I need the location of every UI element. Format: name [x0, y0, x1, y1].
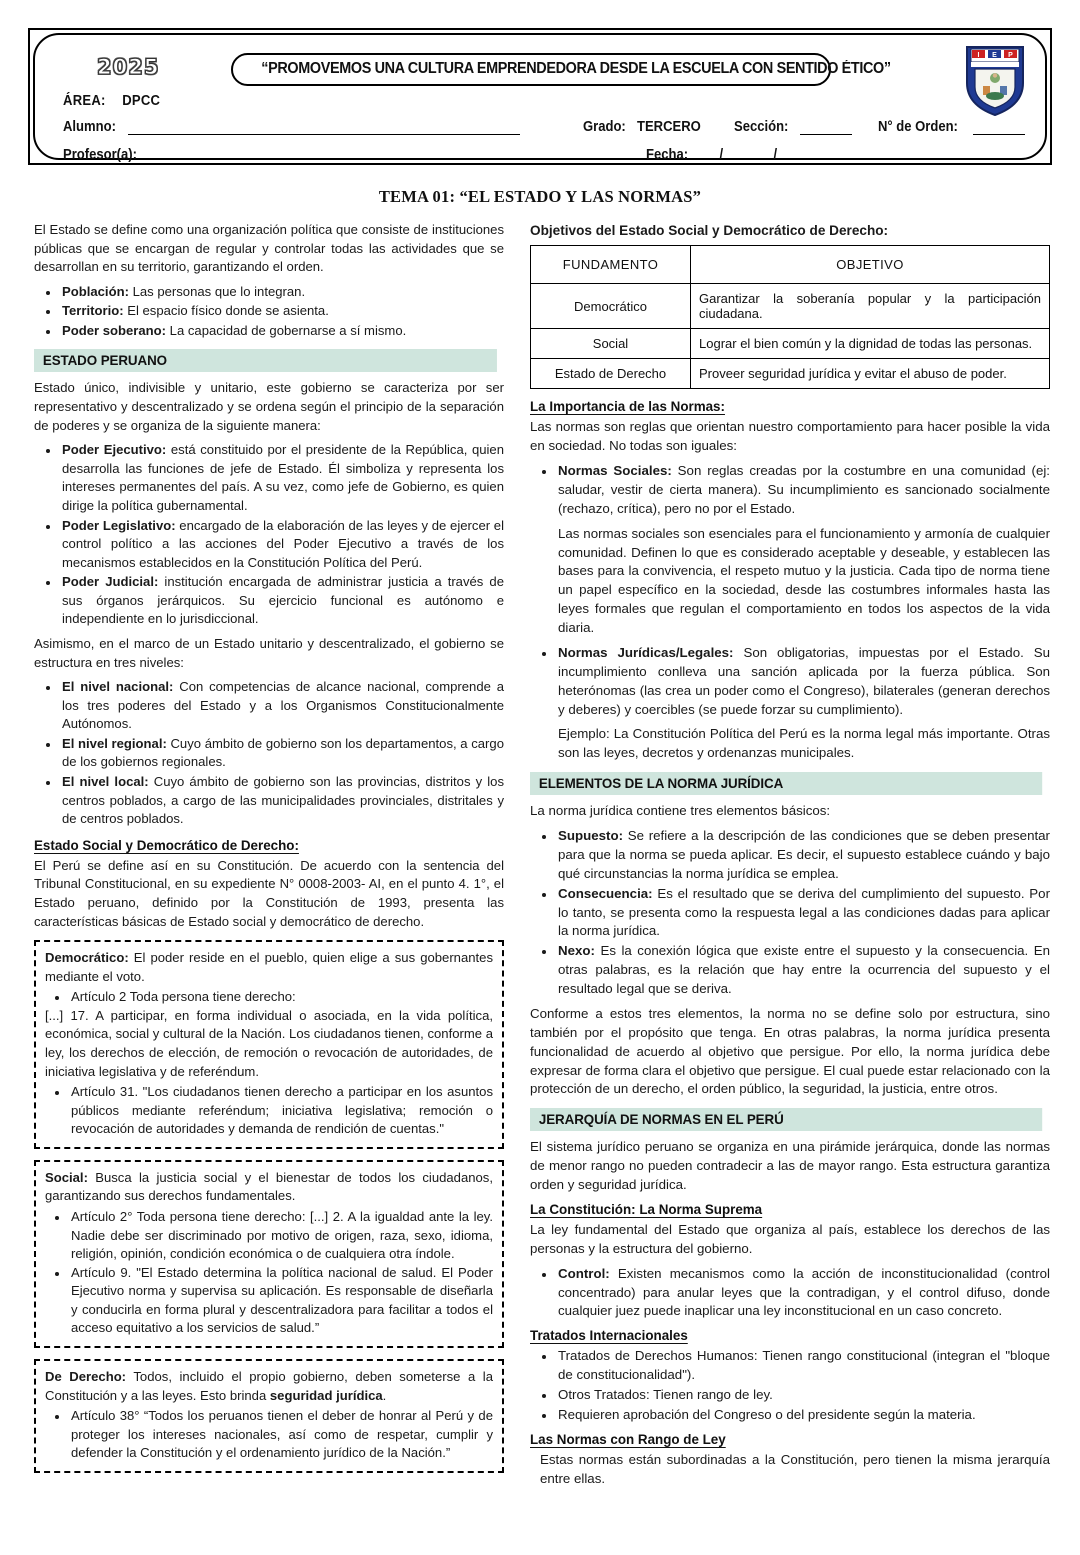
list-item: • Artículo 2° Toda persona tiene derecho: [...] 2. A la igualdad ante la ley. Nadie debe ser discriminado por motivo de origen, raza, sexo, idioma, religión, opinión, condición económica o de cualquiera otra índole. [69, 1208, 493, 1264]
table-row [531, 284, 1050, 329]
list-item: • Artículo 38° “Todos los peruanos tienen el deber de honrar al Perú y de proteger los intereses nacionales, así como de respetar, cumplir y defender la Constitución y el ordenamiento jurídico de la Nación.” [69, 1407, 493, 1463]
heading-tratados-internacionales: Tratados Internacionales [530, 1328, 688, 1344]
democratico-articles-2 [45, 1083, 493, 1139]
list-item [60, 302, 504, 321]
heading-importancia-normas: La Importancia de las Normas: [530, 399, 725, 415]
teacher-row [63, 147, 1025, 163]
area-field [63, 93, 160, 109]
column-header-objetivo: OBJETIVO [691, 246, 1050, 284]
democratico-articles [45, 988, 493, 1007]
term-text: Cuyo ámbito de gobierno son las provincias, distritos y los centros poblados, a cargo de las municipalidades provinciales, distritales y de centros poblados. [62, 774, 504, 827]
normas-list [530, 462, 1050, 763]
rango-ley-text: Estas normas están subordinadas a la Constitución, pero tienen la misma jerarquía entre ellas. [540, 1451, 1050, 1486]
tratados-list [530, 1347, 1050, 1425]
heading-estado-social-democratico: Estado Social y Democrático de Derecho: [34, 837, 299, 853]
list-item [60, 735, 504, 772]
term: Control: [558, 1265, 610, 1281]
term-text: Cuyo ámbito de gobierno son los departamentos, a cargo de los gobiernos regionales. [62, 735, 504, 770]
grado-label: Grado: [583, 119, 627, 135]
term: Consecuencia: [558, 885, 653, 901]
motto-box [231, 53, 891, 86]
term-text: Todos, incluido el propio gobierno, deben someterse a la Constitución y a las leyes. Esto brinda [45, 1369, 494, 1403]
term-tail: . [382, 1387, 387, 1403]
list-item: • Tratados de Derechos Humanos: Tienen rango constitucional (integran el "bloque de constitucionalidad"). [556, 1347, 1050, 1385]
term-text: Es la conexión lógica que existe entre el supuesto y la consecuencia. En otras palabras, es la relación que hay entre la ocurrencia del supuesto y el resultado legal que se deriva. [558, 943, 1050, 997]
list-item: • Artículo 9. "El Estado determina la política nacional de salud. El Poder Ejecutivo norma y supervisa su aplicación. Es responsable de diseñarla y conducirla en forma plural y descentralizadora para facilitar a todos el acceso equitativo a los servicios de salud.” [69, 1264, 493, 1338]
table-row [531, 329, 1050, 359]
term: Territorio: [62, 303, 124, 319]
term-text: está constituido por el presidente de la República, quien desarrolla las funciones de jefe de Estado. Él simboliza y representa los intereses permanentes del país. A su vez, como jefe de Gobierno, es quien dirige la política gubernamental. [62, 442, 504, 513]
fecha-value[interactable]: / / [719, 147, 801, 163]
list-item [60, 441, 504, 515]
term-text: Se refiere a la descripción de las condiciones que se deben presentar para que la norma se pueda aplicar. Es decir, el supuesto establece cuándo y bajo qué circunstancias la norma jurídica se emplea. [558, 828, 1050, 881]
heading-constitucion-suprema: La Constitución: La Norma Suprema [530, 1201, 763, 1217]
niveles-intro: Asimismo, en el marco de un Estado unitario y descentralizado, el gobierno se estructura en tres niveles: [34, 635, 504, 670]
seccion-label: Sección: [733, 119, 789, 135]
grado-value: TERCERO [636, 119, 701, 135]
term-text: institución encargada de administrar justicia a través de sus órganos jerárquicos. Su ejercicio funcional es autónomo e independiente en lo jurisdiccional. [62, 574, 504, 627]
student-row [63, 119, 1025, 135]
term: El nivel nacional: [62, 679, 174, 695]
school-year: 2025 [97, 55, 160, 79]
document-header [28, 28, 1052, 165]
svg-text:I: I [977, 52, 980, 59]
derecho-articles [45, 1407, 493, 1463]
term: De Derecho: [45, 1369, 127, 1385]
header-frame [33, 33, 1047, 163]
term-text: Existen mecanismos como la acción de inconstitucionalidad (control concentrado) para anular leyes que la contradigan, y el control difuso, donde cualquier juez puede inaplicar una ley inconstitucional en un caso concreto. [558, 1265, 1050, 1319]
cell-fundamento: Estado de Derecho [531, 359, 691, 389]
svg-text:P: P [1008, 52, 1013, 59]
cell-fundamento: Democrático [531, 284, 691, 329]
list-item [60, 322, 504, 341]
left-column [34, 221, 504, 1495]
profesor-label: Profesor(a): [63, 147, 137, 163]
list-item [60, 283, 504, 302]
list-item: • Otros Tratados: Tienen rango de ley. [556, 1386, 1050, 1405]
state-definition: El Estado se define como una organización política que consiste de instituciones públicas que se encargan de regular y controlar todas las actividades que se desarrollan en su territorio, garantizando el orden. [34, 222, 504, 275]
term-text: Busca la justicia social y el bienestar de todos los ciudadanos, garantizando sus derechos fundamentales. [45, 1169, 493, 1204]
box-lead [45, 949, 493, 986]
alumno-input-line[interactable] [128, 120, 520, 135]
term-text: La capacidad de gobernarse a sí mismo. [166, 322, 407, 338]
elementos-list [530, 827, 1050, 999]
social-articles [45, 1208, 493, 1338]
term: Poder Ejecutivo: [62, 442, 167, 458]
objetivos-table [530, 245, 1050, 389]
cell-objetivo: Lograr el bien común y la dignidad de todas las personas. [691, 329, 1050, 359]
list-item [60, 573, 504, 629]
term-text: Son obligatorias, impuestas por el Estado. Su incumplimiento conlleva una sanción aplicada por la fuerza pública. Son heterónomas (las crea un poder como el Congreso), bilaterales (generan derechos y deberes) y coercibles (se puede forzar su cumplimiento). [558, 644, 1050, 717]
term: Poder Legislativo: [62, 517, 176, 533]
box-social [34, 1160, 504, 1348]
page-title: TEMA 01: “EL ESTADO Y LAS NORMAS” [378, 187, 702, 206]
term: Normas Jurídicas/Legales: [558, 644, 734, 660]
list-item: • Requieren aprobación del Congreso o del presidente según la materia. [556, 1406, 1050, 1425]
term: El nivel regional: [62, 735, 167, 751]
worksheet-page [0, 28, 1080, 1495]
control-list [530, 1265, 1050, 1322]
list-item [556, 885, 1050, 942]
term: Población: [62, 283, 129, 299]
constitucion-text: La ley fundamental del Estado que organiza al país, establece los derechos de las personas y la estructura del gobierno. [530, 1221, 1050, 1256]
list-item [556, 462, 1050, 638]
seccion-input-line[interactable] [800, 120, 852, 135]
section-bar-elementos-norma: ELEMENTOS DE LA NORMA JURÍDICA [530, 772, 1042, 795]
term: Supuesto: [558, 828, 624, 844]
list-item [556, 942, 1050, 999]
section-bar-jerarquia-normas: JERARQUÍA DE NORMAS EN EL PERÚ [530, 1108, 1042, 1131]
term: El nivel local: [62, 774, 149, 790]
motto-text: “PROMOVEMOS UNA CULTURA EMPRENDEDORA DESDE LA ESCUELA CON SENTIDO ÉTICO” [261, 60, 891, 77]
box-lead [45, 1169, 493, 1206]
content-columns [0, 221, 1080, 1495]
cell-fundamento: Social [531, 329, 691, 359]
term-emphasis: seguridad jurídica [269, 1387, 383, 1403]
column-header-fundamento: FUNDAMENTO [531, 246, 691, 284]
orden-input-line[interactable] [973, 120, 1025, 135]
area-label: ÁREA: [63, 93, 106, 109]
box-lead [45, 1368, 493, 1405]
term-text: Las personas que lo integran. [128, 283, 306, 299]
essd-intro: El Perú se define así en su Constitución. De acuerdo con la sentencia del Tribunal Constitucional, en su expediente N° 0008-2003- AI, en el punto 4. 1°, el Estado peruano, definido por la Constitución de 1993, presenta las características básicas de Estado social y democrático de derecho. [34, 857, 504, 929]
term: Democrático: [45, 950, 129, 966]
poderes-list [34, 441, 504, 629]
heading-objetivos: Objetivos del Estado Social y Democrático de Derecho: [530, 223, 889, 238]
list-item [60, 678, 504, 734]
alumno-label: Alumno: [63, 119, 116, 135]
section-bar-estado-peruano: ESTADO PERUANO [34, 349, 497, 372]
list-item [556, 827, 1050, 884]
jerarquia-intro: El sistema jurídico peruano se organiza en una pirámide jerárquica, donde las normas de menor rango no pueden contradecir a las de mayor rango. Esta estructura garantiza orden y seguridad jurídica. [530, 1139, 1050, 1193]
democratico-body: [...] 17. A participar, en forma individual o asociada, en la vida política, económica, social y cultural de la Nación. Los ciudadanos tienen, conforme a ley, los derechos de elección, de remoción o revocación de autoridades, de iniciativa legislativa y de referéndum. [45, 1007, 493, 1079]
svg-text:E: E [992, 52, 997, 59]
table-header-row [531, 246, 1050, 284]
orden-label: N° de Orden: [878, 119, 959, 135]
box-democratico [34, 940, 504, 1149]
fecha-label: Fecha: [646, 147, 689, 163]
school-crest-icon [963, 43, 1027, 117]
term-text: Con competencias de alcance nacional, comprende a los tres poderes del Estado y a los Organismos Constitucionalmente Autónomos. [62, 679, 505, 732]
list-item [60, 517, 504, 573]
term: Social: [45, 1169, 88, 1185]
niveles-list [34, 678, 504, 829]
conforme-paragraph: Conforme a estos tres elementos, la norma no se define solo por estructura, sino también por el propósito que tenga. En otras palabras, la norma jurídica presenta funcionalidad de acuerdo al objetivo que persigue. Por ello, la norma jurídica debe expresar de forma clara el objetivo que persigue. El cual puede estar relacionado con la protección de un derecho, el orden público, la seguridad, la justicia, entre otros. [530, 1005, 1050, 1097]
term: Nexo: [558, 943, 595, 959]
list-item [556, 644, 1050, 763]
list-item [556, 1265, 1050, 1322]
list-item: • Artículo 31. "Los ciudadanos tienen derecho a participar en los asuntos públicos mediante referéndum; iniciativa legislativa; remoción o revocación de autoridades y demanda de rendición de cuentas." [69, 1083, 493, 1139]
term: Normas Sociales: [558, 463, 672, 479]
table-row [531, 359, 1050, 389]
profesor-input-line[interactable] [151, 149, 543, 163]
term: Poder Judicial: [62, 574, 159, 590]
term-text: El poder reside en el pueblo, quien elige a sus gobernantes mediante el voto. [45, 950, 493, 984]
term: Poder soberano: [62, 322, 167, 338]
normas-sociales-extra: Las normas sociales son esenciales para el funcionamiento y armonía de cualquier comunidad. Definen lo que es considerado aceptable y deseable, y establecen las bases para la convivencia, el respeto mutuo y la justicia. Cada tipo de norma tiene un papel específico en la sociedad, desde las costumbres informales hasta las leyes formales que regulan el comportamiento en todos los aspectos de la vida diaria. [558, 525, 1050, 636]
list-item: • Artículo 2 Toda persona tiene derecho: [69, 988, 493, 1007]
estado-peruano-intro: Estado único, indivisible y unitario, este gobierno se caracteriza por ser representativo y descentralizado y se ordena según el principio de la separación de poderes y se organiza de la siguiente manera: [34, 380, 504, 433]
term-text: Es el resultado que se deriva del cumplimiento del supuesto. Por lo tanto, se presenta como la respuesta legal a las condiciones dadas para aplicar la norma jurídica. [558, 885, 1050, 939]
term-text: Son reglas creadas por la costumbre en una comunidad (ej: saludar, vestir de cierta manera). Su incumplimiento es sancionado socialmente (rechazo, crítica), pero no por el Estado. [558, 463, 1050, 516]
cell-objetivo: Proveer seguridad jurídica y evitar el abuso de poder. [691, 359, 1050, 389]
box-de-derecho [34, 1359, 504, 1473]
list-item [60, 773, 504, 829]
importancia-intro: Las normas son reglas que orientan nuestro comportamiento para hacer posible la vida en sociedad. No todas son iguales: [530, 419, 1050, 454]
area-value: DPCC [122, 93, 161, 109]
elementos-intro: La norma jurídica contiene tres elementos básicos: [530, 803, 831, 819]
term-text: El espacio físico donde se asienta. [123, 303, 329, 319]
state-elements-list [34, 283, 504, 341]
right-column [530, 221, 1050, 1495]
heading-normas-rango-ley: Las Normas con Rango de Ley [530, 1431, 726, 1447]
cell-objetivo: Garantizar la soberanía popular y la participación ciudadana. [691, 284, 1050, 329]
term-text: encargado de la elaboración de las leyes y de ejercer el control político a las acciones del Poder Ejecutivo a través de los mecanismos establecidos en la Constitución Política del Perú. [62, 517, 504, 570]
normas-juridicas-example: Ejemplo: La Constitución Política del Perú es la norma legal más importante. Otras son las leyes, decretos y ordenanzas municipales. [558, 726, 1050, 761]
